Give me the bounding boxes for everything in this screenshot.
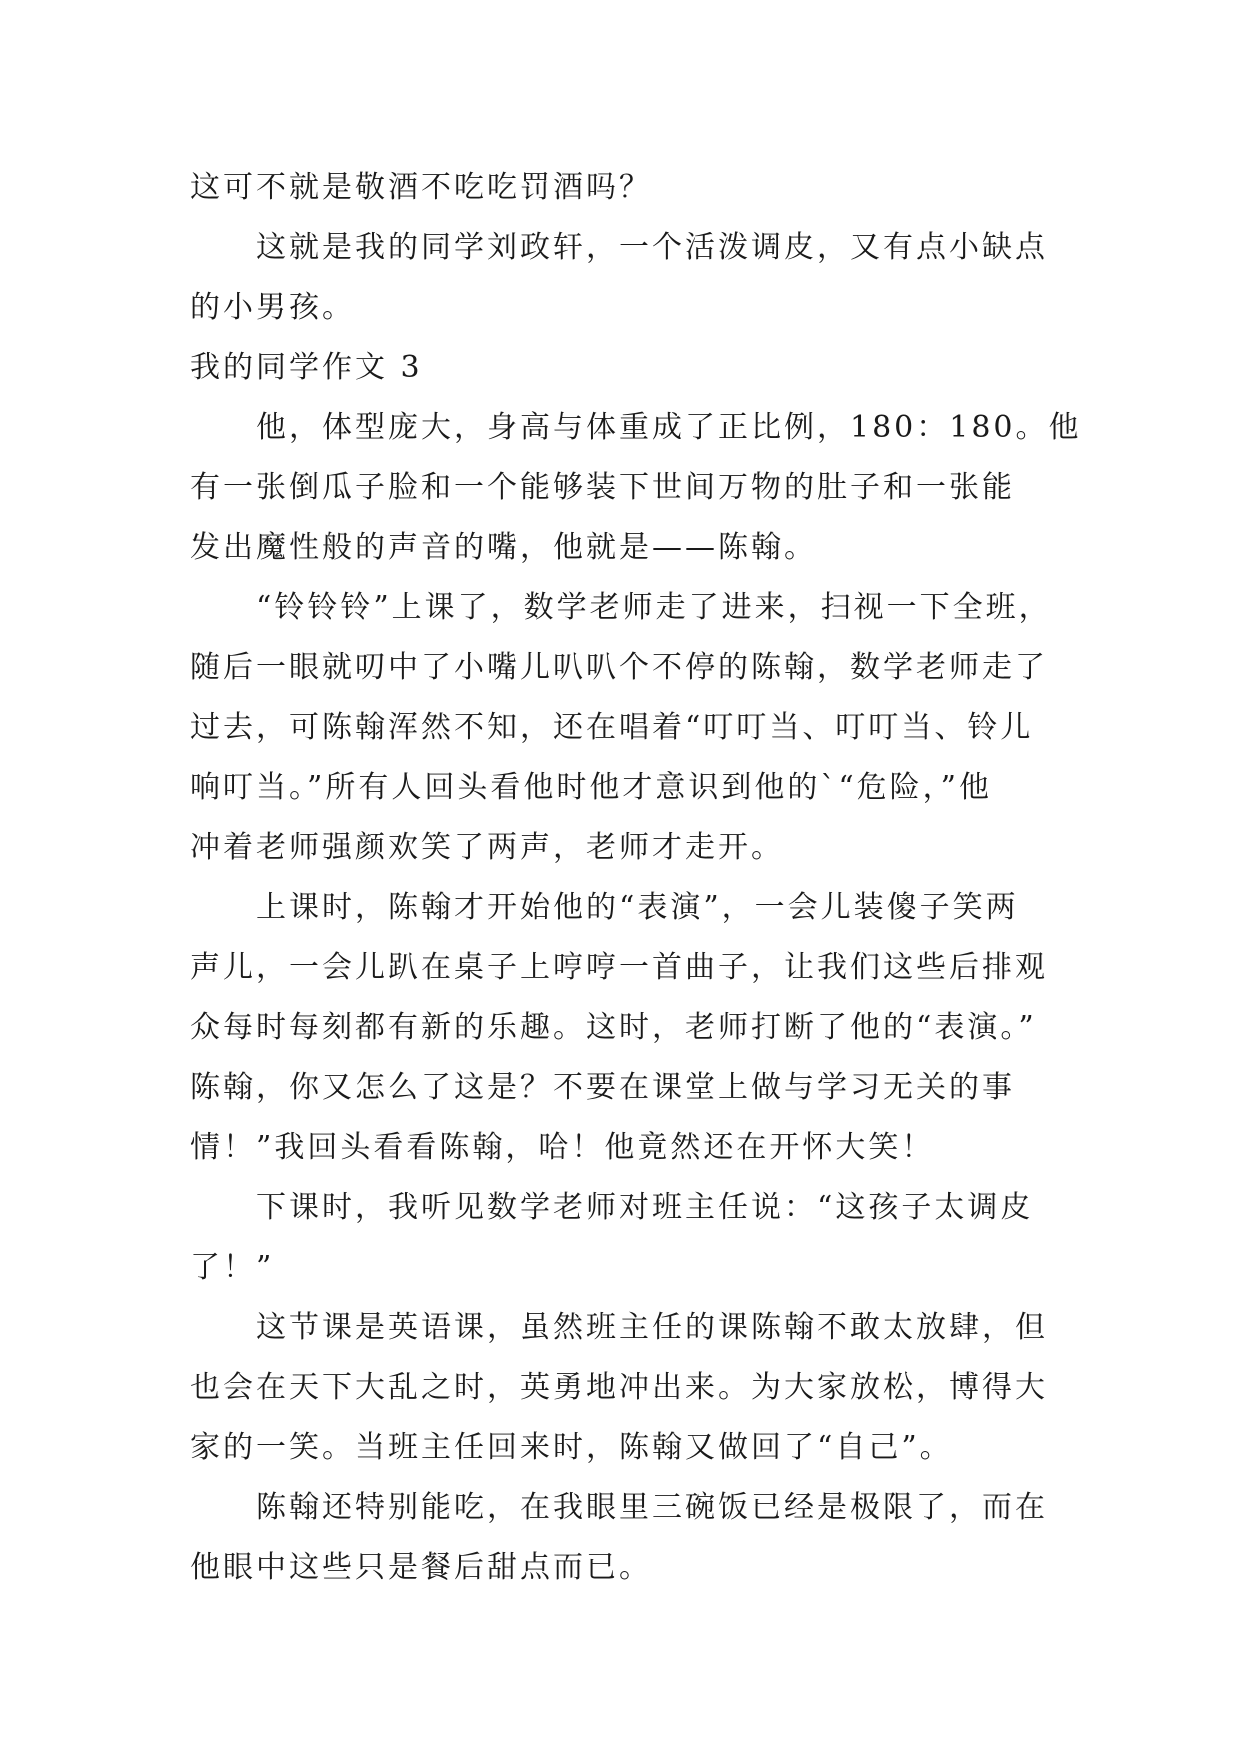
text-line: 响叮当。”所有人回头看他时他才意识到他的`“危险，”他 bbox=[190, 770, 993, 805]
text-line: 这可不就是敬酒不吃吃罚酒吗？ bbox=[190, 170, 652, 205]
text-line: 过去，可陈翰浑然不知，还在唱着“叮叮当、叮叮当、铃儿 bbox=[190, 710, 1034, 745]
text-line: 上课时，陈翰才开始他的“表演”，一会儿装傻子笑两 bbox=[256, 890, 1019, 925]
text-line: 声儿，一会儿趴在桌子上哼哼一首曲子，让我们这些后排观 bbox=[190, 950, 1048, 985]
text-line: “铃铃铃”上课了，数学老师走了进来，扫视一下全班， bbox=[256, 590, 1052, 625]
text-line: 家的一笑。当班主任回来时，陈翰又做回了“自己”。 bbox=[190, 1430, 953, 1465]
text-line: 有一张倒瓜子脸和一个能够装下世间万物的肚子和一张能 bbox=[190, 470, 1015, 505]
text-line: 这节课是英语课，虽然班主任的课陈翰不敢太放肆，但 bbox=[256, 1310, 1048, 1345]
text-line: 下课时，我听见数学老师对班主任说：“这孩子太调皮 bbox=[256, 1190, 1034, 1225]
text-line: 发出魔性般的声音的嘴，他就是——陈翰。 bbox=[190, 530, 817, 565]
text-line: 他，体型庞大，身高与体重成了正比例，180：180。他 bbox=[256, 410, 1082, 445]
text-line: 这就是我的同学刘政轩，一个活泼调皮，又有点小缺点 bbox=[256, 230, 1048, 265]
text-line: 陈翰还特别能吃，在我眼里三碗饭已经是极限了，而在 bbox=[256, 1490, 1048, 1525]
text-line: 陈翰，你又怎么了这是？不要在课堂上做与学习无关的事 bbox=[190, 1070, 1015, 1105]
text-line: 冲着老师强颜欢笑了两声，老师才走开。 bbox=[190, 830, 784, 865]
text-line: 随后一眼就叨中了小嘴儿叭叭个不停的陈翰，数学老师走了 bbox=[190, 650, 1048, 685]
text-line: 他眼中这些只是餐后甜点而已。 bbox=[190, 1550, 652, 1585]
text-line: 了！” bbox=[190, 1250, 275, 1285]
document-page bbox=[190, 158, 1082, 1598]
text-line: 的小男孩。 bbox=[190, 290, 355, 325]
text-line: 众每时每刻都有新的乐趣。这时，老师打断了他的“表演。” bbox=[190, 1010, 1037, 1045]
text-line: 也会在天下大乱之时，英勇地冲出来。为大家放松，博得大 bbox=[190, 1370, 1048, 1405]
text-line: 情！”我回头看看陈翰，哈！他竟然还在开怀大笑！ bbox=[190, 1130, 935, 1165]
section-heading: 我的同学作文 3 bbox=[190, 350, 423, 385]
